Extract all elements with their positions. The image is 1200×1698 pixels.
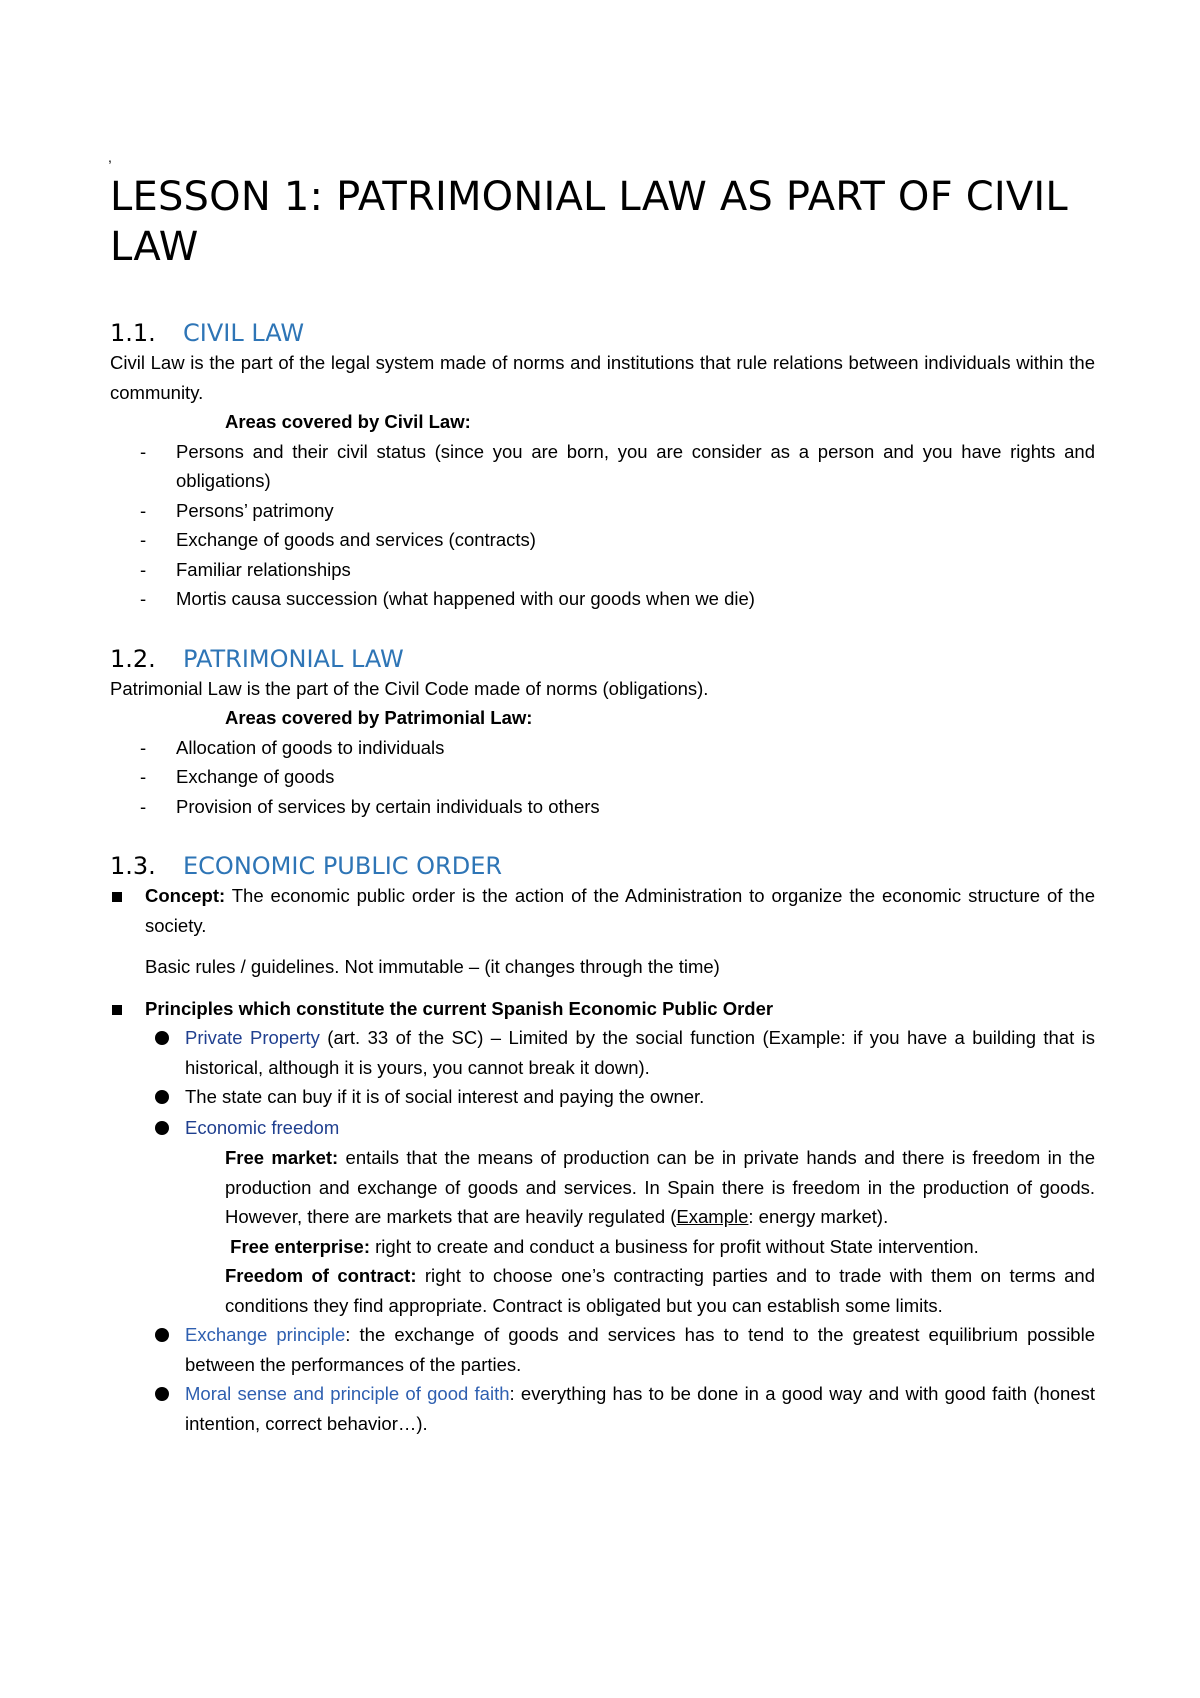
section-2-title: PATRIMONIAL LAW [183, 644, 404, 673]
example-underlined: Example [676, 1206, 749, 1227]
list-item: - Familiar relationships [110, 555, 1095, 585]
square-bullet-icon [110, 994, 145, 1024]
patrimonial-law-areas-heading [110, 703, 1095, 733]
arrow-bullet-icon [192, 407, 225, 437]
dash-bullet-icon: - [140, 529, 147, 550]
civil-law-areas-heading [110, 407, 1095, 437]
dash-bullet-icon: - [140, 795, 147, 817]
civil-law-areas-list [110, 437, 1095, 614]
exchange-principle-item: Exchange principle: the exchange of goods and services has to tend to the greatest equilibrium possible between the performances of the parties. [110, 1320, 1095, 1379]
square-bullet-icon [110, 881, 145, 940]
civil-law-areas-label: Areas covered by Civil Law: [225, 411, 471, 432]
circle-bullet-icon [155, 1379, 185, 1438]
free-market-item: Free market: entails that the means of production can be in private hands and there is freedom in the production and exchange of goods and services. In Spain there is freedom in the production of goods. However, there are markets that are heavily regulated (Example: energy market). [110, 1143, 1095, 1232]
private-property-item: Private Property (art. 33 of the SC) – Limited by the social function (Example: if you have a building that is historical, although it is yours, you cannot break it down). [110, 1023, 1095, 1082]
arrow-bullet-icon [192, 1143, 225, 1232]
list-item: - Exchange of goods and services (contracts) [110, 525, 1095, 555]
circle-bullet-icon [155, 1320, 185, 1379]
concept-item [110, 881, 1095, 940]
patrimonial-law-areas-label: Areas covered by Patrimonial Law: [225, 707, 533, 728]
circle-bullet-icon [155, 1082, 185, 1113]
concept-text: The economic public order is the action of the Administration to organize the economic structure of the society. [145, 885, 1095, 936]
civil-law-definition: Civil Law is the part of the legal system made of norms and institutions that rule relations between individuals within the community. [110, 352, 1095, 403]
section-1-heading [110, 318, 1095, 348]
list-item: - Mortis causa succession (what happened with our goods when we die) [110, 584, 1095, 614]
patrimonial-law-definition: Patrimonial Law is the part of the Civil Code made of norms (obligations). [110, 677, 709, 699]
lesson-title: LESSON 1: PATRIMONIAL LAW AS PART OF CIVIL LAW [110, 174, 1068, 270]
list-item: - Persons and their civil status (since you are born, you are consider as a person and you have rights and obligations) [110, 437, 1095, 496]
patrimonial-law-areas-list [110, 733, 1095, 822]
arrow-bullet-icon [192, 1232, 225, 1262]
good-faith-item: Moral sense and principle of good faith: everything has to be done in a good way and with good faith (honest intention, correct behavior…). [110, 1379, 1095, 1438]
circle-bullet-icon [155, 1113, 185, 1144]
section-3-heading [110, 851, 1095, 881]
list-item: - Exchange of goods [110, 762, 1095, 792]
stray-mark: , [108, 149, 112, 165]
principles-heading: Principles which constitute the current Spanish Economic Public Order [110, 994, 1095, 1024]
freedom-of-contract-item: Freedom of contract: right to choose one’s contracting parties and to trade with them on terms and conditions they find appropriate. Contract is obligated but you can establish some limits. [110, 1261, 1095, 1320]
arrow-bullet-icon [192, 1261, 225, 1320]
section-3-title: ECONOMIC PUBLIC ORDER [183, 852, 503, 880]
economic-freedom-item: Economic freedom [110, 1113, 1095, 1144]
list-item: - Allocation of goods to individuals [110, 733, 1095, 763]
dash-bullet-icon: - [140, 499, 147, 521]
arrow-bullet-icon [192, 703, 225, 733]
dash-bullet-icon: - [140, 588, 147, 609]
circle-bullet-icon [155, 1023, 185, 1082]
section-3-number: 1.3. [110, 852, 156, 880]
free-enterprise-item: Free enterprise: right to create and conduct a business for profit without State intervention. [110, 1232, 1095, 1262]
document-body [110, 150, 1095, 1438]
dash-bullet-icon: - [140, 736, 147, 758]
list-item: - Provision of services by certain individuals to others [110, 792, 1095, 822]
dash-bullet-icon: - [140, 766, 147, 787]
concept-label: Concept: [145, 885, 226, 906]
private-property-label: Private Property [185, 1027, 320, 1048]
state-buy-item: The state can buy if it is of social interest and paying the owner. [110, 1082, 1095, 1113]
dash-bullet-icon: - [140, 440, 147, 462]
section-2-number: 1.2. [110, 644, 156, 673]
basic-rules-text: Basic rules / guidelines. Not immutable – (it changes through the time) [145, 956, 720, 977]
dash-bullet-icon: - [140, 558, 147, 580]
section-2-heading [110, 644, 1095, 674]
section-1-number: 1.1. [110, 319, 156, 347]
section-1-title: CIVIL LAW [183, 319, 305, 347]
list-item: - Persons’ patrimony [110, 496, 1095, 526]
